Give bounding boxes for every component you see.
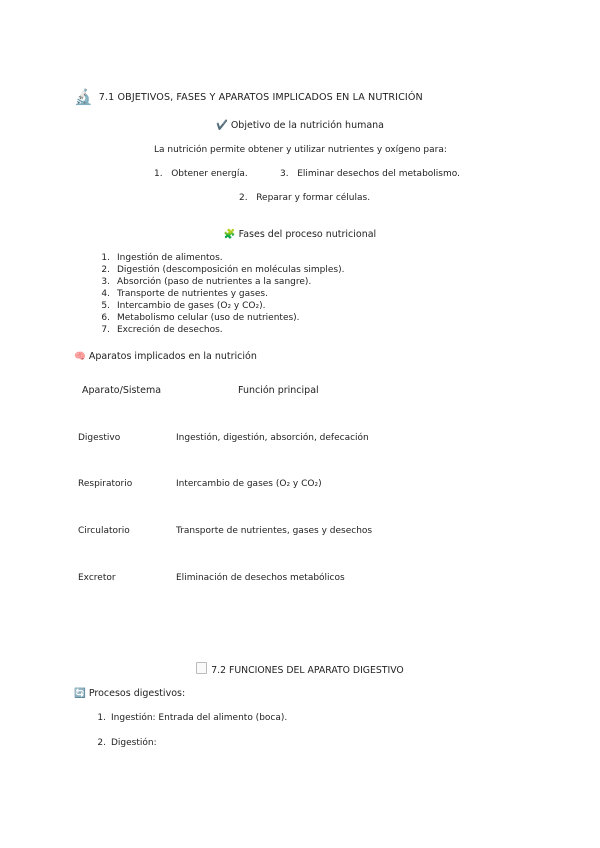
section-title: 7.1 OBJETIVOS, FASES Y APARATOS IMPLICADOS EN LA NUTRICIÓN (98, 92, 423, 103)
section-title: 7.2 FUNCIONES DEL APARATO DIGESTIVO (211, 665, 404, 676)
objective-heading-text: Objetivo de la nutrición humana (230, 120, 385, 131)
column-header-function: Función principal (238, 385, 319, 396)
microscope-icon: 🔬 (74, 88, 93, 106)
phases-heading-text: Fases del proceso nutricional (238, 229, 377, 240)
list-item: 6. Metabolismo celular (uso de nutrientes). (101, 313, 300, 323)
apparatus-heading (74, 351, 257, 362)
apparatus-heading-text: Aparatos implicados en la nutrición (88, 351, 257, 362)
phases-list (92, 252, 344, 336)
puzzle-piece-icon: 🧩 (223, 229, 236, 240)
list-item: 4. Transporte de nutrientes y gases. (101, 289, 268, 299)
list-item: 5. Intercambio de gases (O₂ y CO₂). (101, 301, 266, 311)
objective-item-1: 1. Obtener energía. (154, 169, 248, 179)
section-heading-7-1 (74, 90, 423, 105)
cycle-arrows-icon: 🔄 (74, 688, 86, 699)
section-heading-7-2 (0, 662, 600, 676)
list-item: 7. Excreción de desechos. (101, 325, 223, 335)
list-item: 2. Digestión (descomposición en moléculas simples). (101, 265, 345, 275)
phases-heading (0, 229, 600, 240)
column-header-apparatus: Aparato/Sistema (82, 385, 162, 396)
check-mark-icon: ✔️ (215, 120, 228, 131)
list-item: 2. Digestión: (97, 738, 157, 748)
list-item: 1. Ingestión: Entrada del alimento (boca). (97, 713, 288, 723)
objective-intro: La nutrición permite obtener y utilizar nutrientes y oxígeno para: (154, 145, 447, 155)
brain-icon: 🧠 (74, 351, 86, 362)
document-icon (196, 662, 207, 674)
objective-item-3: 3. Eliminar desechos del metabolismo. (280, 169, 460, 179)
objective-heading (0, 120, 600, 131)
list-item: 3. Absorción (paso de nutrientes a la sangre). (101, 277, 312, 287)
processes-heading (74, 688, 185, 699)
list-item: 1. Ingestión de alimentos. (101, 253, 223, 263)
objective-item-2: 2. Reparar y formar células. (239, 193, 371, 203)
processes-heading-text: Procesos digestivos: (88, 688, 186, 699)
